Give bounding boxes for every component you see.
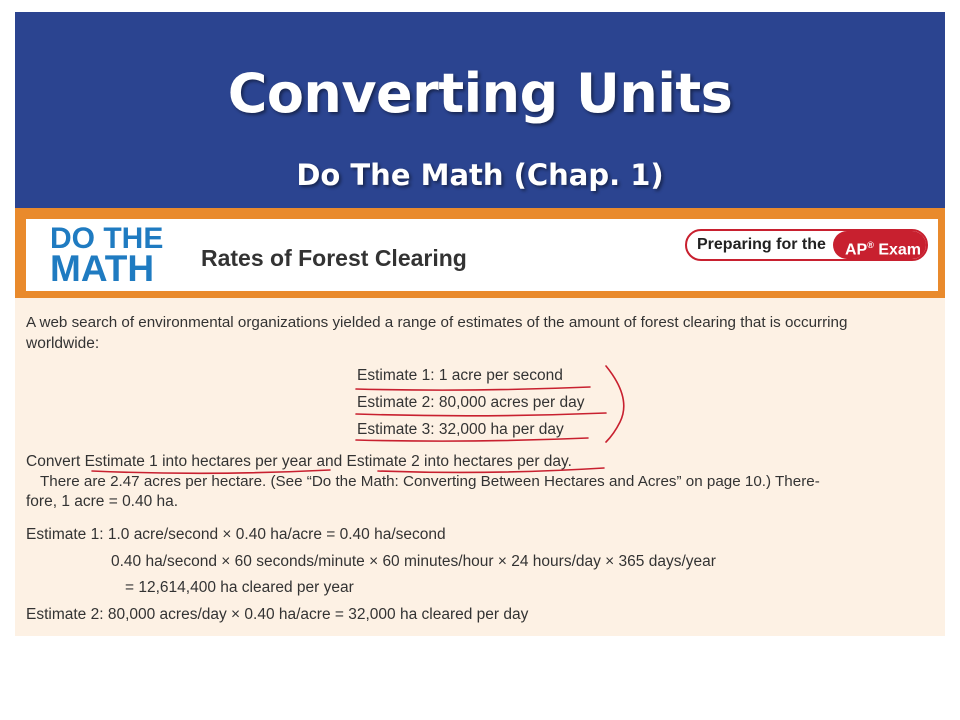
excerpt-heading: Rates of Forest Clearing — [201, 245, 467, 271]
logo-line2: MATH — [50, 248, 155, 289]
acres-per-hectare-line-1: There are 2.47 acres per hectare. (See “Do the Math: Converting Between Hectares and Acres” on page 10.) There- — [40, 473, 820, 490]
intro-line-2: worldwide: — [26, 335, 100, 352]
badge-ap: AP — [845, 241, 868, 259]
calc-per-year: 0.40 ha/second × 60 seconds/minute × 60 minutes/hour × 24 hours/day × 365 days/year — [111, 553, 716, 570]
calc-result-year: = 12,614,400 ha cleared per year — [125, 579, 354, 596]
calc-estimate-2: Estimate 2: 80,000 acres/day × 0.40 ha/acre = 32,000 ha cleared per day — [26, 606, 529, 623]
acres-per-hectare-line-2: fore, 1 acre = 0.40 ha. — [26, 493, 179, 510]
textbook-excerpt — [15, 208, 945, 636]
badge-ap-exam — [833, 231, 926, 259]
estimate-2: Estimate 2: 80,000 acres per day — [357, 394, 585, 411]
convert-instruction: Convert Estimate 1 into hectares per year and Estimate 2 into hectares per day. — [26, 453, 572, 470]
excerpt-header — [26, 219, 938, 291]
slide-subtitle: Do The Math (Chap. 1) — [296, 158, 664, 192]
badge-prefix: Preparing for the — [697, 236, 826, 253]
calc-estimate-1: Estimate 1: 1.0 acre/second × 0.40 ha/acre = 0.40 ha/second — [26, 526, 446, 543]
slide-title: Converting Units — [227, 62, 733, 125]
ap-exam-badge — [685, 229, 928, 261]
estimate-1: Estimate 1: 1 acre per second — [357, 367, 563, 384]
badge-reg: ® — [867, 240, 874, 250]
title-banner — [15, 12, 945, 208]
logo-line1: DO THE — [50, 222, 164, 255]
do-the-math-logo — [50, 222, 164, 289]
estimate-3: Estimate 3: 32,000 ha per day — [357, 421, 564, 438]
badge-suffix: Exam — [873, 241, 922, 259]
intro-line-1: A web search of environmental organizations yielded a range of estimates of the amount of forest clearing that is occurring — [26, 314, 848, 331]
